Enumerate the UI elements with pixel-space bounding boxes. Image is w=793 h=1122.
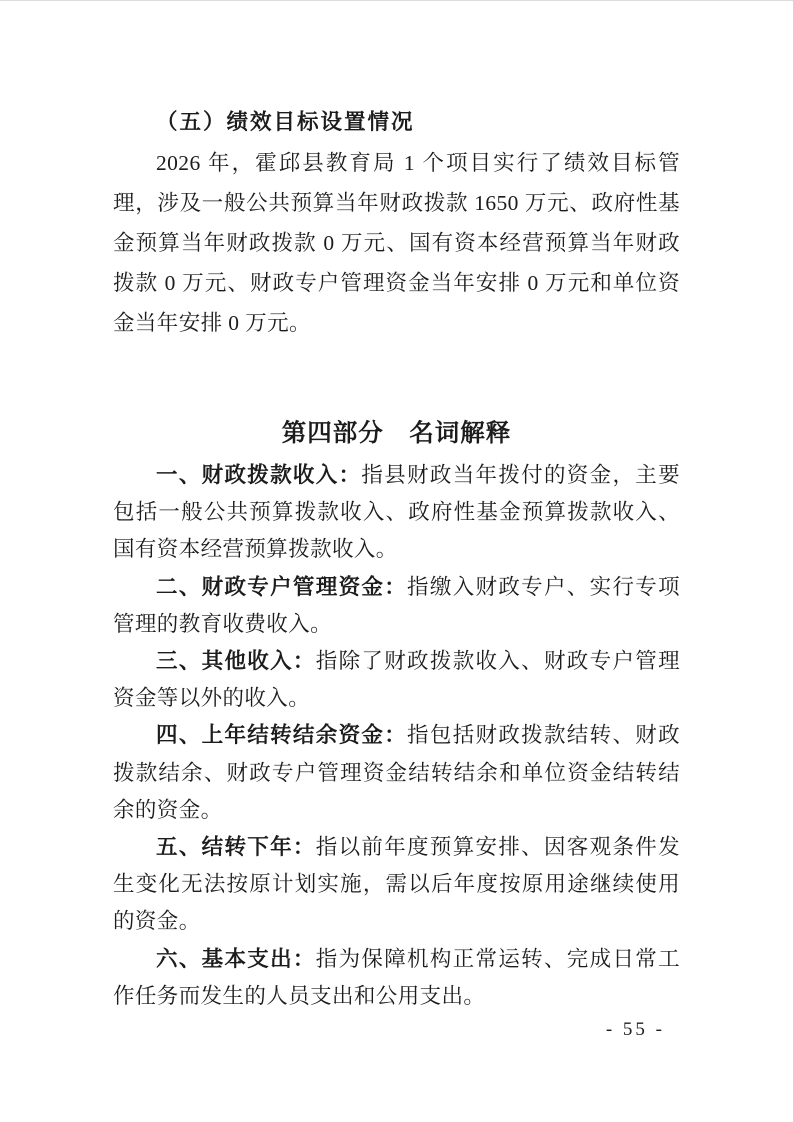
term-item-4 [113,717,680,829]
glossary-list [113,457,680,1015]
term-5-definition: 指以前年度预算安排、因客观条件发生变化无法按原计划实施，需以后年度按原用途继续使用的资金。 [113,835,680,934]
term-3-label: 三、其他收入： [156,649,316,674]
term-item-5 [113,829,680,941]
part-four-title: 第四部分 名词解释 [281,420,512,447]
section-five-heading: （五）绩效目标设置情况 [156,110,415,134]
term-2-definition: 指缴入财政专户、实行专项管理的教育收费收入。 [113,574,680,636]
term-4-definition: 指包括财政拨款结转、财政拨款结余、财政专户管理资金结转结余和单位资金结转结余的资金。 [113,723,680,822]
term-item-2 [113,569,680,643]
term-1-label: 一、财政拨款收入： [156,463,362,487]
term-6-label: 六、基本支出： [156,946,316,971]
term-4-label: 四、上年结转结余资金： [156,723,408,748]
term-5-label: 五、结转下年： [156,835,316,860]
term-6-definition: 指为保障机构正常运转、完成日常工作任务而发生的人员支出和公用支出。 [113,946,680,1008]
term-1-definition: 指县财政当年拨付的资金，主要包括一般公共预算拨款收入、政府性基金预算拨款收入、国有资本经营预算拨款收入。 [113,463,680,562]
term-item-1 [113,457,680,569]
section-five-paragraph: 2026 年，霍邱县教育局 1 个项目实行了绩效目标管理，涉及一般公共预算当年财政拨款 1650 万元、政府性基金预算当年财政拨款 0 万元、国有资本经营预算当年财政拨款 0 万元、财政专户管理资金当年安排 0 万元和单位资金当年安排 0 万元。 [113,151,680,335]
term-item-6 [113,941,680,1015]
term-3-definition: 指除了财政拨款收入、财政专户管理资金等以外的收入。 [113,649,680,711]
term-2-label: 二、财政专户管理资金： [156,574,408,599]
page-number: - 55 - [605,1019,665,1040]
term-item-3 [113,643,680,717]
